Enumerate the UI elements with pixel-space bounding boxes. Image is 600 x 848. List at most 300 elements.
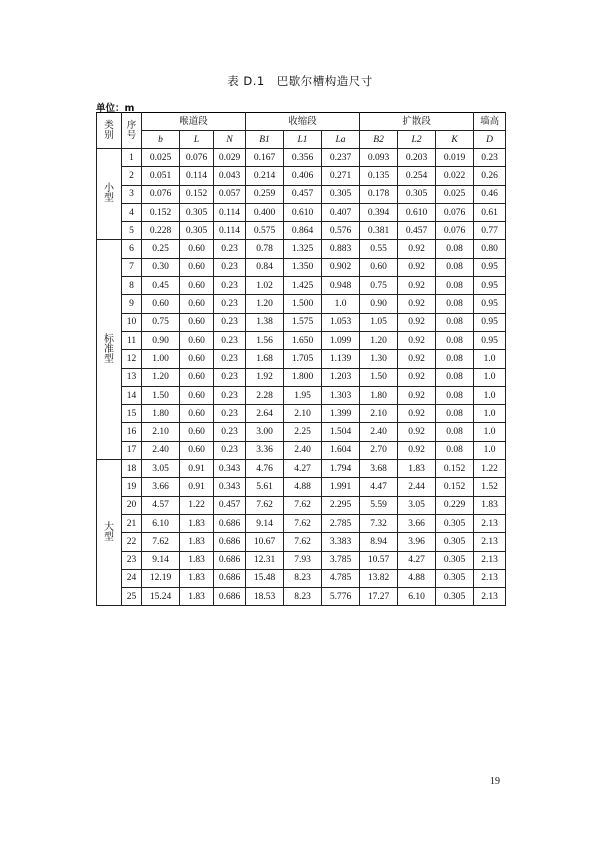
row-number: 7 (122, 258, 142, 276)
table-cell: 0.864 (284, 222, 322, 240)
table-cell: 0.237 (322, 149, 360, 167)
table-cell: 1.575 (284, 313, 322, 331)
table-cell: 0.92 (398, 295, 436, 313)
table-cell: 0.45 (142, 277, 180, 295)
table-cell: 0.08 (436, 295, 474, 313)
table-cell: 0.95 (474, 331, 506, 349)
category-cell: 标 准 型 (97, 240, 122, 460)
row-number: 24 (122, 569, 142, 587)
table-cell: 0.686 (214, 588, 246, 606)
table-cell: 2.13 (474, 588, 506, 606)
table-cell: 0.271 (322, 167, 360, 185)
table-cell: 1.83 (180, 514, 214, 532)
table-cell: 0.305 (180, 222, 214, 240)
table-row (97, 240, 506, 258)
table-cell: 0.610 (284, 203, 322, 221)
table-cell: 0.305 (436, 514, 474, 532)
table-cell: 1.0 (474, 441, 506, 459)
table-cell: 1.0 (322, 295, 360, 313)
table-cell: 1.95 (284, 386, 322, 404)
row-number: 20 (122, 496, 142, 514)
table-cell: 0.610 (398, 203, 436, 221)
header-converging: 收缩段 (246, 113, 360, 131)
table-cell: 7.93 (284, 551, 322, 569)
table-cell: 0.78 (246, 240, 284, 258)
row-number: 8 (122, 277, 142, 295)
table-cell: 0.23 (214, 368, 246, 386)
table-cell: 12.31 (246, 551, 284, 569)
table-row (97, 313, 506, 331)
table-row (97, 222, 506, 240)
table-cell: 6.10 (142, 514, 180, 532)
table-row (97, 514, 506, 532)
table-row (97, 331, 506, 349)
table-cell: 0.75 (142, 313, 180, 331)
table-cell: 1.83 (398, 460, 436, 478)
table-cell: 1.20 (142, 368, 180, 386)
table-cell: 3.66 (398, 514, 436, 532)
table-cell: 1.399 (322, 405, 360, 423)
table-cell: 0.152 (436, 478, 474, 496)
table-cell: 0.305 (436, 533, 474, 551)
header-k: K (436, 131, 474, 149)
table-cell: 0.60 (180, 258, 214, 276)
table-cell: 1.83 (180, 551, 214, 569)
table-cell: 1.303 (322, 386, 360, 404)
table-cell: 0.167 (246, 149, 284, 167)
table-cell: 0.254 (398, 167, 436, 185)
table-cell: 4.785 (322, 569, 360, 587)
table-cell: 7.62 (142, 533, 180, 551)
header-d: D (474, 131, 506, 149)
table-cell: 0.23 (214, 313, 246, 331)
table-cell: 1.0 (474, 368, 506, 386)
table-cell: 0.407 (322, 203, 360, 221)
table-cell: 1.800 (284, 368, 322, 386)
table-cell: 1.83 (474, 496, 506, 514)
table-cell: 0.093 (360, 149, 398, 167)
table-cell: 2.13 (474, 514, 506, 532)
table-cell: 4.47 (360, 478, 398, 496)
table-cell: 10.67 (246, 533, 284, 551)
table-cell: 1.350 (284, 258, 322, 276)
table-cell: 1.705 (284, 350, 322, 368)
table-cell: 0.26 (474, 167, 506, 185)
page-number: 19 (490, 776, 500, 787)
row-number: 10 (122, 313, 142, 331)
table-cell: 0.051 (142, 167, 180, 185)
table-cell: 1.22 (474, 460, 506, 478)
table-cell: 0.025 (436, 185, 474, 203)
table-cell: 3.66 (142, 478, 180, 496)
table-cell: 0.948 (322, 277, 360, 295)
table-cell: 4.88 (284, 478, 322, 496)
table-cell: 0.92 (398, 441, 436, 459)
table-cell: 0.025 (142, 149, 180, 167)
row-number: 12 (122, 350, 142, 368)
table-cell: 1.650 (284, 331, 322, 349)
row-number: 15 (122, 405, 142, 423)
table-cell: 0.686 (214, 569, 246, 587)
table-cell: 0.152 (142, 203, 180, 221)
table-cell: 8.23 (284, 588, 322, 606)
table-row (97, 368, 506, 386)
category-cell: 小 型 (97, 149, 122, 240)
header-l: L (180, 131, 214, 149)
table-cell: 1.80 (142, 405, 180, 423)
table-cell: 2.40 (360, 423, 398, 441)
table-cell: 0.92 (398, 277, 436, 295)
header-n: N (214, 131, 246, 149)
header-b: b (142, 131, 180, 149)
table-cell: 0.08 (436, 386, 474, 404)
table-cell: 0.08 (436, 313, 474, 331)
table-cell: 4.27 (398, 551, 436, 569)
table-cell: 0.057 (214, 185, 246, 203)
table-cell: 0.381 (360, 222, 398, 240)
table-cell: 0.91 (180, 478, 214, 496)
table-cell: 3.383 (322, 533, 360, 551)
table-cell: 1.20 (246, 295, 284, 313)
table-cell: 0.686 (214, 514, 246, 532)
row-number: 14 (122, 386, 142, 404)
row-number: 3 (122, 185, 142, 203)
table-cell: 0.92 (398, 313, 436, 331)
table-cell: 1.053 (322, 313, 360, 331)
table-cell: 0.23 (214, 386, 246, 404)
header-b2: B2 (360, 131, 398, 149)
table-cell: 0.576 (322, 222, 360, 240)
row-number: 5 (122, 222, 142, 240)
table-cell: 2.40 (142, 441, 180, 459)
table-cell: 0.08 (436, 277, 474, 295)
table-cell: 1.504 (322, 423, 360, 441)
table-cell: 0.77 (474, 222, 506, 240)
row-number: 22 (122, 533, 142, 551)
table-cell: 2.13 (474, 569, 506, 587)
table-cell: 4.88 (398, 569, 436, 587)
table-cell: 1.83 (180, 569, 214, 587)
table-cell: 0.60 (180, 240, 214, 258)
table-row (97, 386, 506, 404)
row-number: 13 (122, 368, 142, 386)
table-row (97, 405, 506, 423)
row-number: 18 (122, 460, 142, 478)
table-cell: 0.883 (322, 240, 360, 258)
table-row (97, 203, 506, 221)
table-body (97, 149, 506, 606)
table-cell: 0.305 (322, 185, 360, 203)
table-cell: 1.604 (322, 441, 360, 459)
table-cell: 1.0 (474, 350, 506, 368)
table-row (97, 423, 506, 441)
table-title: 表 D.1 巴歇尔槽构造尺寸 (227, 74, 373, 88)
table-cell: 2.10 (360, 405, 398, 423)
header-la: La (322, 131, 360, 149)
table-cell: 1.099 (322, 331, 360, 349)
table-cell: 0.23 (214, 240, 246, 258)
table-cell: 0.214 (246, 167, 284, 185)
table-cell: 0.92 (398, 386, 436, 404)
table-cell: 0.076 (180, 149, 214, 167)
table-cell: 0.076 (436, 203, 474, 221)
table-cell: 0.30 (142, 258, 180, 276)
table-cell: 0.92 (398, 368, 436, 386)
table-cell: 0.029 (214, 149, 246, 167)
table-cell: 0.75 (360, 277, 398, 295)
table-cell: 2.13 (474, 533, 506, 551)
table-cell: 1.425 (284, 277, 322, 295)
table-cell: 0.305 (436, 569, 474, 587)
table-cell: 7.62 (284, 514, 322, 532)
table-cell: 0.46 (474, 185, 506, 203)
table-cell: 0.08 (436, 350, 474, 368)
table-cell: 0.305 (398, 185, 436, 203)
table-cell: 1.68 (246, 350, 284, 368)
table-cell: 0.406 (284, 167, 322, 185)
table-cell: 0.305 (436, 551, 474, 569)
table-cell: 0.60 (360, 258, 398, 276)
table-row (97, 551, 506, 569)
table-row (97, 167, 506, 185)
table-cell: 0.356 (284, 149, 322, 167)
table-cell: 1.80 (360, 386, 398, 404)
table-row (97, 258, 506, 276)
table-cell: 0.60 (180, 368, 214, 386)
row-number: 9 (122, 295, 142, 313)
table-cell: 1.794 (322, 460, 360, 478)
table-cell: 0.08 (436, 441, 474, 459)
table-cell: 7.32 (360, 514, 398, 532)
table-cell: 0.23 (214, 350, 246, 368)
table-cell: 1.500 (284, 295, 322, 313)
table-cell: 12.19 (142, 569, 180, 587)
header-type: 类 别 (97, 113, 122, 149)
table-cell: 0.60 (180, 277, 214, 295)
table-cell: 0.95 (474, 277, 506, 295)
table-row (97, 295, 506, 313)
table-cell: 7.62 (246, 496, 284, 514)
table-row (97, 588, 506, 606)
header-throat: 喉道段 (142, 113, 246, 131)
header-l2: L2 (398, 131, 436, 149)
table-cell: 0.152 (436, 460, 474, 478)
table-cell: 3.68 (360, 460, 398, 478)
table-cell: 0.23 (214, 295, 246, 313)
table-row (97, 441, 506, 459)
table-cell: 0.92 (398, 350, 436, 368)
row-number: 17 (122, 441, 142, 459)
table-cell: 0.043 (214, 167, 246, 185)
table-cell: 1.00 (142, 350, 180, 368)
table-cell: 0.228 (142, 222, 180, 240)
table-row (97, 569, 506, 587)
category-cell: 大 型 (97, 460, 122, 606)
header-diverging: 扩散段 (360, 113, 474, 131)
table-cell: 4.57 (142, 496, 180, 514)
header-seq: 序 号 (122, 113, 142, 149)
table-cell: 0.60 (142, 295, 180, 313)
table-cell: 3.00 (246, 423, 284, 441)
table-cell: 0.25 (142, 240, 180, 258)
table-cell: 2.10 (142, 423, 180, 441)
row-number: 4 (122, 203, 142, 221)
table-cell: 0.686 (214, 533, 246, 551)
table-cell: 0.92 (398, 240, 436, 258)
table-cell: 8.23 (284, 569, 322, 587)
table-cell: 0.92 (398, 258, 436, 276)
table-cell: 2.10 (284, 405, 322, 423)
table-row (97, 478, 506, 496)
table-cell: 0.575 (246, 222, 284, 240)
table-row (97, 350, 506, 368)
table-cell: 2.785 (322, 514, 360, 532)
table-cell: 15.24 (142, 588, 180, 606)
table-cell: 0.23 (214, 405, 246, 423)
row-number: 23 (122, 551, 142, 569)
table-cell: 10.57 (360, 551, 398, 569)
table-cell: 0.457 (284, 185, 322, 203)
table-cell: 2.40 (284, 441, 322, 459)
table-cell: 9.14 (246, 514, 284, 532)
table-cell: 0.152 (180, 185, 214, 203)
table-row (97, 460, 506, 478)
table-cell: 0.23 (214, 277, 246, 295)
table-cell: 0.08 (436, 368, 474, 386)
table-cell: 0.23 (214, 331, 246, 349)
table-cell: 2.70 (360, 441, 398, 459)
table-cell: 7.62 (284, 533, 322, 551)
row-number: 25 (122, 588, 142, 606)
unit-label: 单位：m (96, 103, 135, 114)
table-cell: 0.394 (360, 203, 398, 221)
table-cell: 0.60 (180, 313, 214, 331)
table-cell: 7.62 (284, 496, 322, 514)
table-cell: 1.50 (360, 368, 398, 386)
table-cell: 0.60 (180, 423, 214, 441)
table-row (97, 277, 506, 295)
table-cell: 2.64 (246, 405, 284, 423)
table-cell: 0.23 (474, 149, 506, 167)
table-cell: 6.10 (398, 588, 436, 606)
table-cell: 0.343 (214, 460, 246, 478)
table-cell: 0.95 (474, 258, 506, 276)
table-cell: 1.83 (180, 588, 214, 606)
table-cell: 0.076 (436, 222, 474, 240)
table-cell: 0.019 (436, 149, 474, 167)
table-cell: 1.30 (360, 350, 398, 368)
table-cell: 1.05 (360, 313, 398, 331)
table-cell: 0.95 (474, 313, 506, 331)
table-cell: 5.61 (246, 478, 284, 496)
table-cell: 3.05 (142, 460, 180, 478)
table-cell: 15.48 (246, 569, 284, 587)
table-cell: 2.13 (474, 551, 506, 569)
table-cell: 0.457 (398, 222, 436, 240)
table-cell: 0.91 (180, 460, 214, 478)
table-cell: 18.53 (246, 588, 284, 606)
table-cell: 0.90 (142, 331, 180, 349)
table-cell: 0.23 (214, 258, 246, 276)
table-cell: 1.83 (180, 533, 214, 551)
table-cell: 3.36 (246, 441, 284, 459)
table-cell: 0.60 (180, 331, 214, 349)
row-number: 16 (122, 423, 142, 441)
table-cell: 0.60 (180, 405, 214, 423)
row-number: 19 (122, 478, 142, 496)
table-cell: 0.23 (214, 441, 246, 459)
table-cell: 3.785 (322, 551, 360, 569)
table-row (97, 533, 506, 551)
table-cell: 0.114 (180, 167, 214, 185)
table-cell: 4.27 (284, 460, 322, 478)
table-cell: 4.76 (246, 460, 284, 478)
table-cell: 9.14 (142, 551, 180, 569)
table-cell: 0.229 (436, 496, 474, 514)
table-cell: 1.20 (360, 331, 398, 349)
table-cell: 1.0 (474, 405, 506, 423)
table-cell: 2.295 (322, 496, 360, 514)
table-cell: 0.178 (360, 185, 398, 203)
table-cell: 0.90 (360, 295, 398, 313)
table-cell: 0.92 (398, 331, 436, 349)
table-cell: 0.60 (180, 350, 214, 368)
row-number: 11 (122, 331, 142, 349)
table-cell: 0.92 (398, 405, 436, 423)
table-cell: 1.991 (322, 478, 360, 496)
parshall-flume-table (96, 112, 506, 606)
table-cell: 0.076 (142, 185, 180, 203)
table-cell: 0.95 (474, 295, 506, 313)
table-cell: 1.22 (180, 496, 214, 514)
table-cell: 0.114 (214, 203, 246, 221)
table-cell: 0.55 (360, 240, 398, 258)
table-cell: 1.92 (246, 368, 284, 386)
header-l1: L1 (284, 131, 322, 149)
table-cell: 1.0 (474, 423, 506, 441)
table-row (97, 149, 506, 167)
table-cell: 2.25 (284, 423, 322, 441)
table-cell: 5.59 (360, 496, 398, 514)
table-cell: 0.23 (214, 423, 246, 441)
table-cell: 0.80 (474, 240, 506, 258)
row-number: 1 (122, 149, 142, 167)
table-cell: 0.305 (180, 203, 214, 221)
table-cell: 3.96 (398, 533, 436, 551)
table-cell: 0.60 (180, 295, 214, 313)
table-cell: 1.325 (284, 240, 322, 258)
table-cell: 0.902 (322, 258, 360, 276)
table-cell: 0.022 (436, 167, 474, 185)
header-b1: B1 (246, 131, 284, 149)
table-cell: 17.27 (360, 588, 398, 606)
table-cell: 0.343 (214, 478, 246, 496)
row-number: 21 (122, 514, 142, 532)
table-cell: 13.82 (360, 569, 398, 587)
table-cell: 0.60 (180, 386, 214, 404)
table-cell: 1.56 (246, 331, 284, 349)
table-cell: 0.84 (246, 258, 284, 276)
table-cell: 1.50 (142, 386, 180, 404)
table-cell: 2.28 (246, 386, 284, 404)
header-wall-height: 墙高 (474, 113, 506, 131)
table-cell: 0.686 (214, 551, 246, 569)
table-cell: 5.776 (322, 588, 360, 606)
table-cell: 1.38 (246, 313, 284, 331)
table-cell: 2.44 (398, 478, 436, 496)
table-row (97, 185, 506, 203)
table-cell: 0.08 (436, 331, 474, 349)
